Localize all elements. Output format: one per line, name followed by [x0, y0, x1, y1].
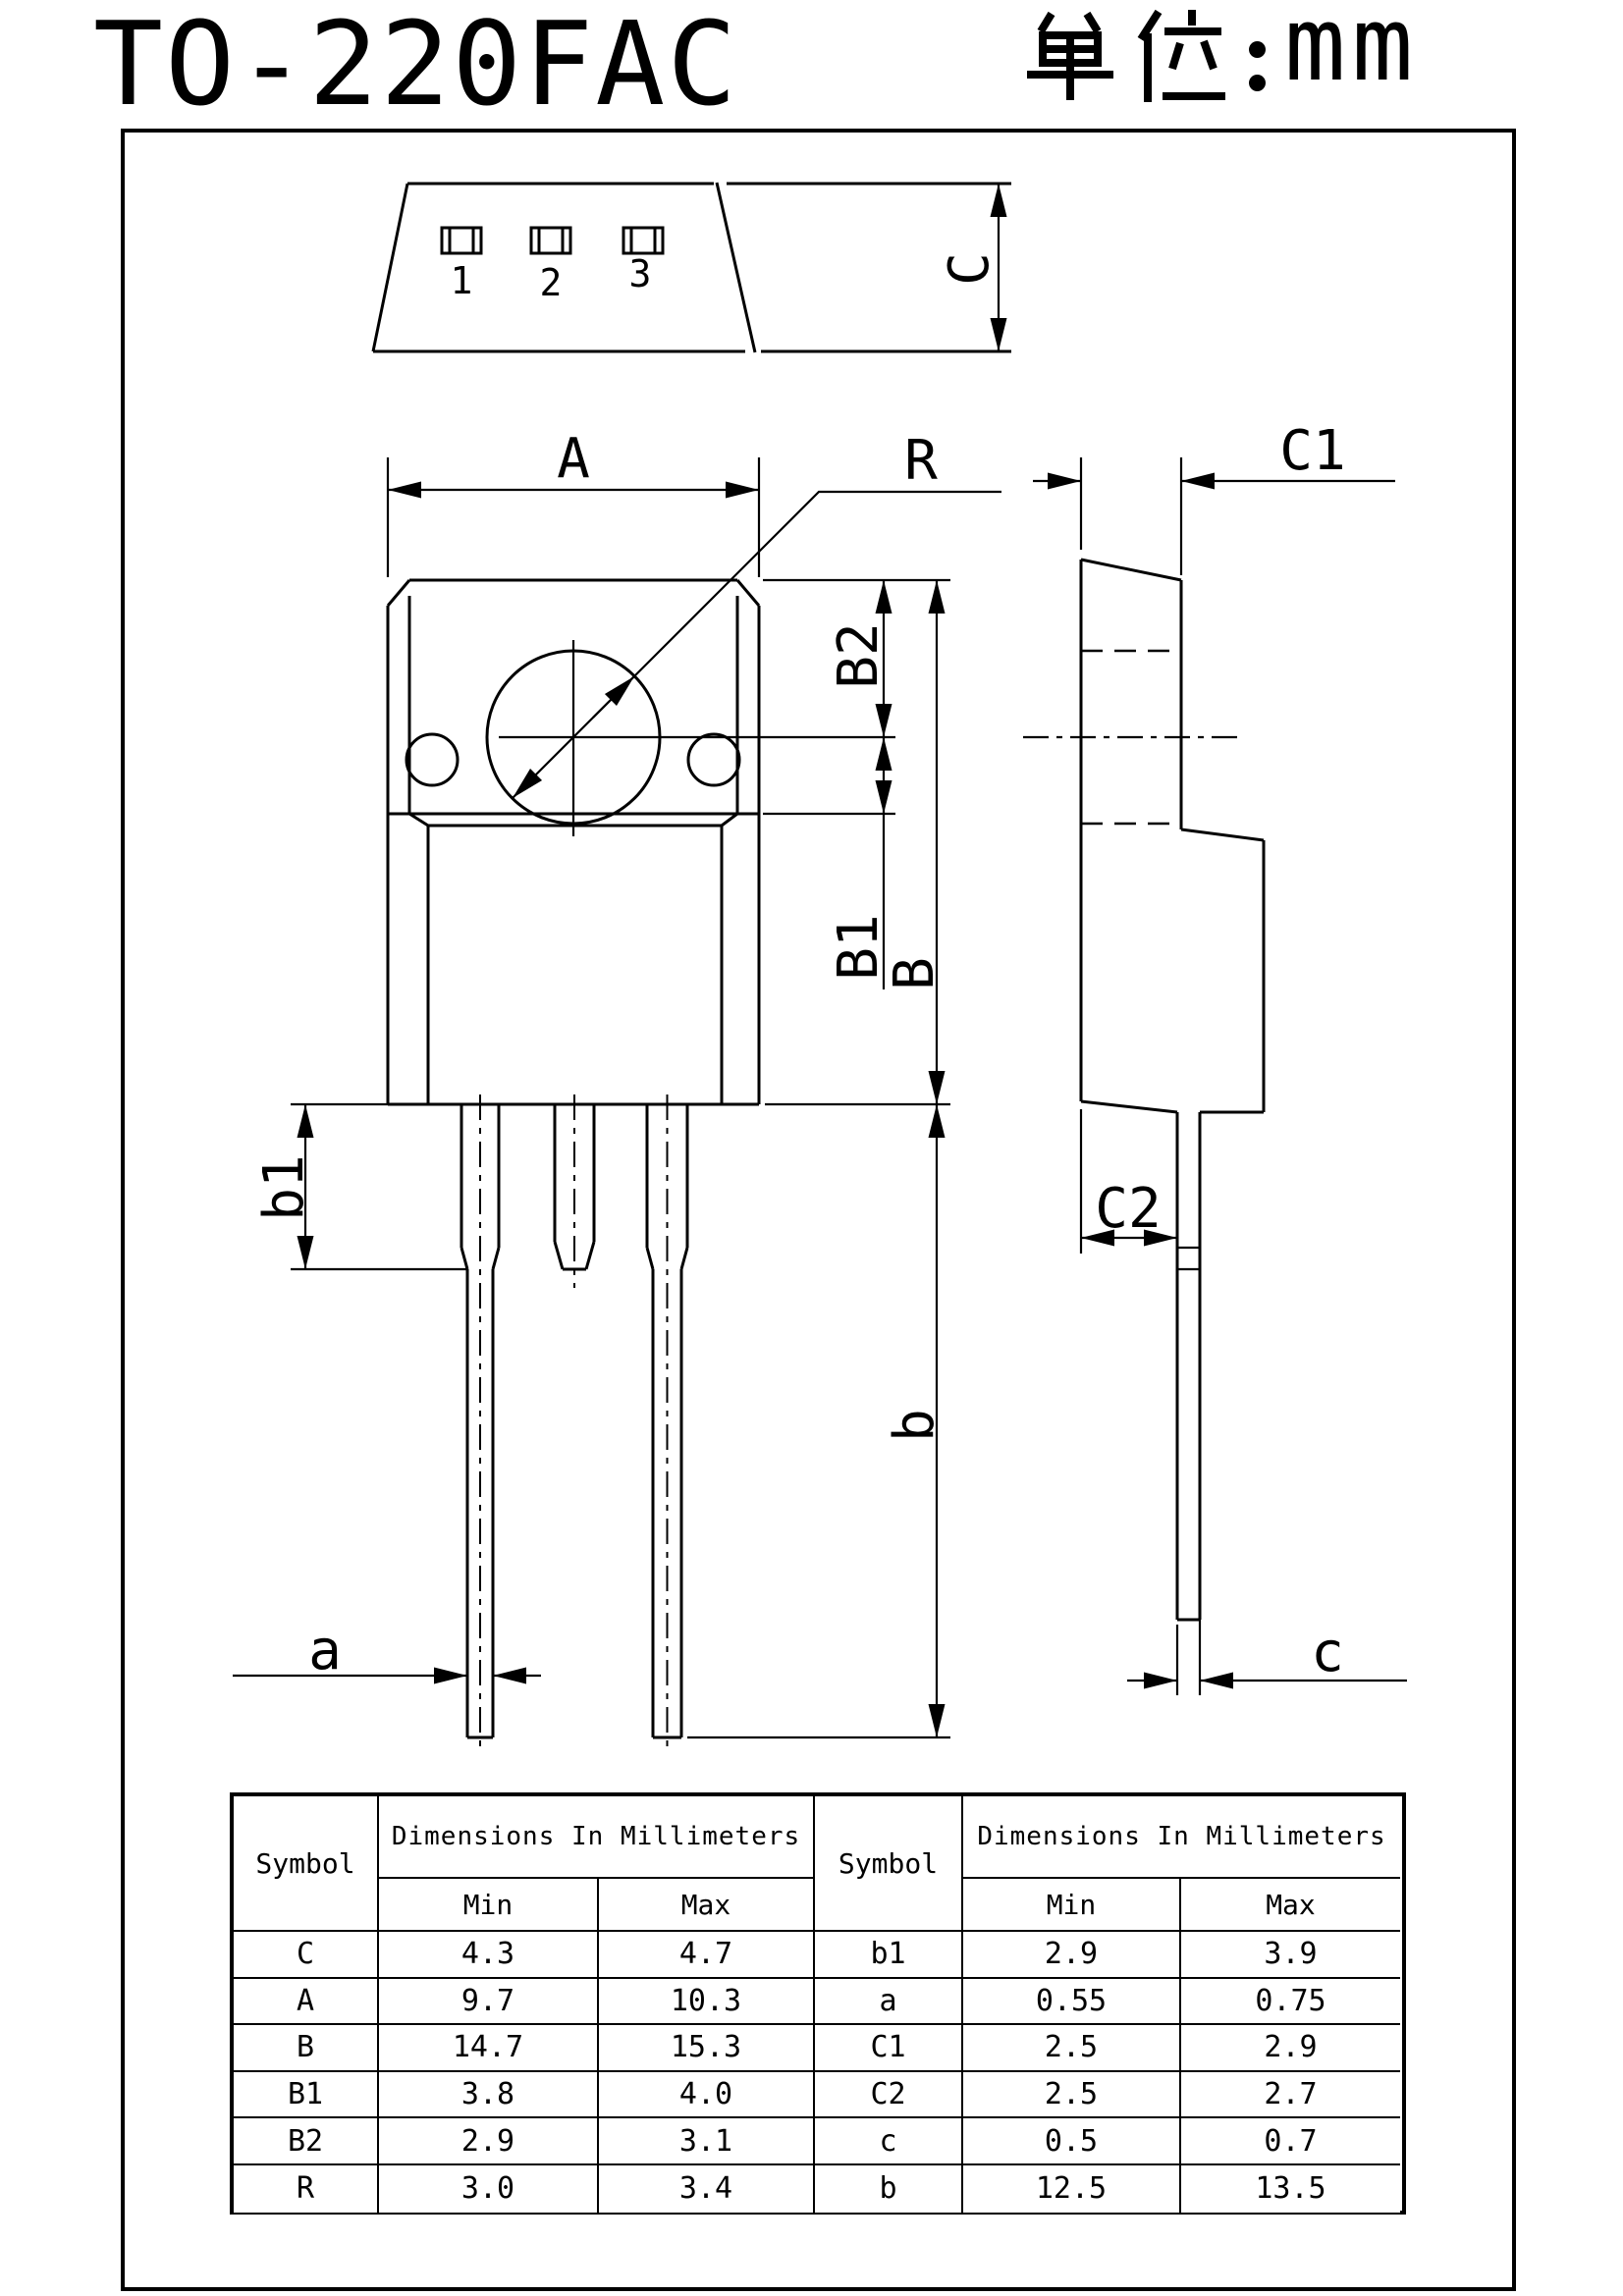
table-row-min: 2.5	[963, 2025, 1181, 2072]
table-row-min: 3.0	[379, 2165, 599, 2213]
table-row-max: 4.0	[599, 2072, 815, 2119]
table-right-max-header: Max	[1181, 1879, 1400, 1932]
dim-a-label: a	[308, 1619, 342, 1682]
top-view-pin-2	[531, 228, 570, 253]
table-row-min: 2.9	[379, 2118, 599, 2165]
table-row-min: 4.3	[379, 1932, 599, 1979]
table-row-max: 3.4	[599, 2165, 815, 2213]
table-row-max: 3.9	[1181, 1932, 1400, 1979]
dim-C-label: C	[938, 252, 1001, 286]
dim-B2-label: B2	[827, 622, 891, 689]
table-row-min: 3.8	[379, 2072, 599, 2119]
table-row-max: 3.1	[599, 2118, 815, 2165]
corner-hole-right	[688, 734, 739, 785]
table-row-max: 10.3	[599, 1979, 815, 2026]
pin-2-label: 2	[539, 261, 563, 304]
unit-mm-text: mm	[1284, 0, 1420, 104]
top-view-break-line	[717, 183, 755, 352]
dim-C2-label: C2	[1095, 1177, 1162, 1241]
dim-A-label: A	[557, 427, 590, 491]
table-row-symbol: b	[815, 2165, 963, 2213]
table-row-min: 9.7	[379, 1979, 599, 2026]
dim-R-label: R	[904, 429, 938, 493]
table-row-symbol: B1	[234, 2072, 379, 2119]
page-title: TO-220FAC	[93, 0, 739, 132]
table-right-symbol-header: Symbol	[815, 1796, 963, 1932]
table-row-max: 15.3	[599, 2025, 815, 2072]
table-row-symbol: C	[234, 1932, 379, 1979]
dim-C1-label: C1	[1279, 419, 1346, 483]
table-row-symbol: B2	[234, 2118, 379, 2165]
pin-1-label: 1	[450, 259, 473, 302]
table-row-symbol: R	[234, 2165, 379, 2213]
table-right-dims-header: Dimensions In Millimeters	[963, 1796, 1400, 1879]
table-row-max: 13.5	[1181, 2165, 1400, 2213]
table-left-min-header: Min	[379, 1879, 599, 1932]
table-row-max: 4.7	[599, 1932, 815, 1979]
top-view-left-slant	[373, 184, 407, 351]
table-row-min: 2.5	[963, 2072, 1181, 2119]
table-row-symbol: B	[234, 2025, 379, 2072]
table-row-symbol: b1	[815, 1932, 963, 1979]
dim-b-label: b	[883, 1409, 947, 1442]
table-row-max: 2.7	[1181, 2072, 1400, 2119]
pin-centerlines	[480, 1095, 668, 1751]
table-row-symbol: A	[234, 1979, 379, 2026]
table-row-min: 2.9	[963, 1932, 1181, 1979]
top-view-pin-3	[623, 228, 663, 253]
dimension-table	[230, 1792, 1406, 2215]
side-view-dimensions	[1033, 457, 1407, 1695]
top-view-pin-1	[442, 228, 481, 253]
dim-R-leader	[513, 492, 1001, 798]
table-row-max: 2.9	[1181, 2025, 1400, 2072]
pin-3-label: 3	[628, 252, 652, 295]
table-row-max: 0.75	[1181, 1979, 1400, 2026]
dim-b1-label: b1	[252, 1154, 316, 1221]
table-row-min: 0.55	[963, 1979, 1181, 2026]
table-right-min-header: Min	[963, 1879, 1181, 1932]
table-row-min: 14.7	[379, 2025, 599, 2072]
dim-B1-label: B1	[827, 914, 891, 981]
front-view	[388, 580, 895, 1751]
corner-hole-left	[406, 734, 458, 785]
table-left-dims-header: Dimensions In Millimeters	[379, 1796, 815, 1879]
table-row-max: 0.7	[1181, 2118, 1400, 2165]
table-left-symbol-header: Symbol	[234, 1796, 379, 1932]
dim-B-label: B	[883, 957, 947, 990]
side-view	[1023, 560, 1264, 1620]
table-row-symbol: a	[815, 1979, 963, 2026]
table-row-min: 12.5	[963, 2165, 1181, 2213]
table-left-max-header: Max	[599, 1879, 815, 1932]
table-row-min: 0.5	[963, 2118, 1181, 2165]
dim-c-label: c	[1311, 1621, 1344, 1684]
table-row-symbol: C1	[815, 2025, 963, 2072]
table-row-symbol: C2	[815, 2072, 963, 2119]
table-row-symbol: c	[815, 2118, 963, 2165]
